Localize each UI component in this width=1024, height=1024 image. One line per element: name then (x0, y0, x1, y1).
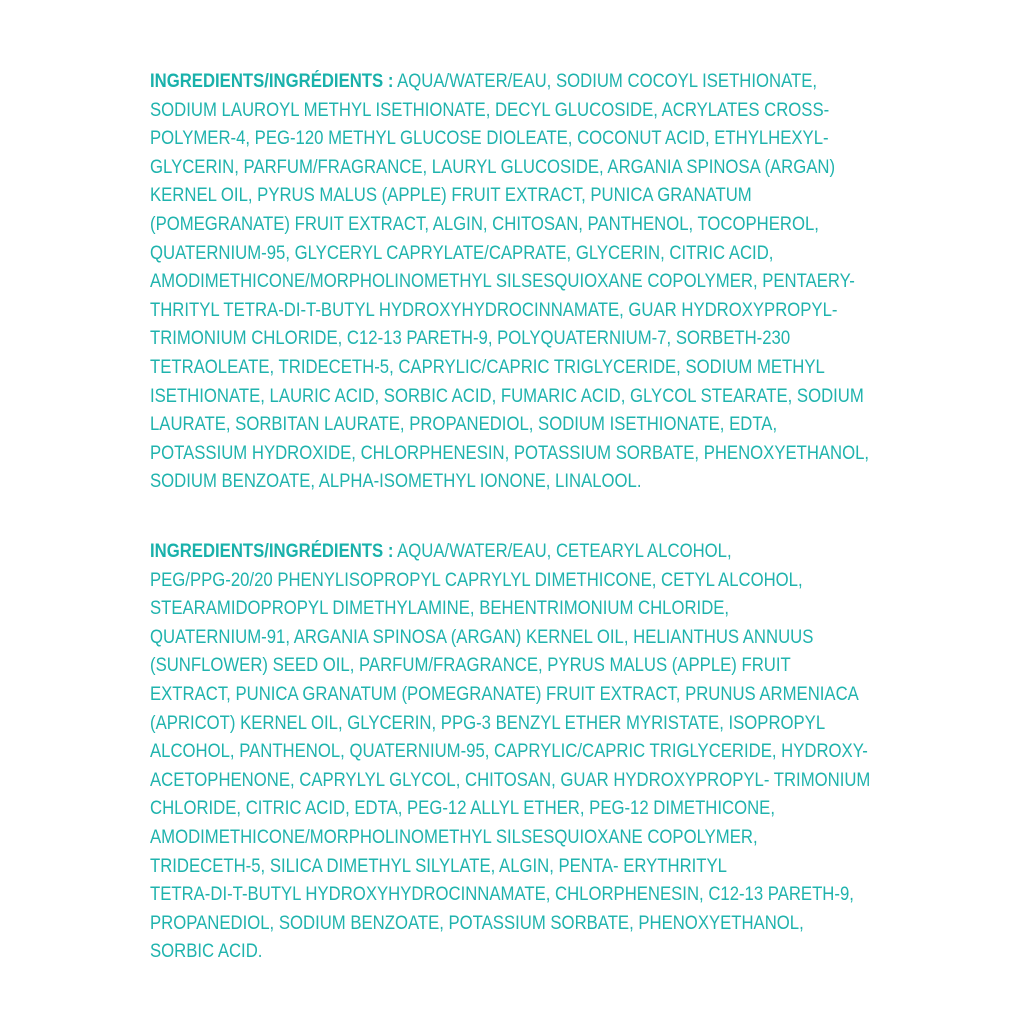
ingredients-line: ACETOPHENONE, CAPRYLYL GLYCOL, CHITOSAN, GUAR HYDROXYPROPYL- TRIMONIUM (150, 769, 871, 791)
ingredients-line: SODIUM LAUROYL METHYL ISETHIONATE, DECYL GLUCOSIDE, ACRYLATES CROSS- (150, 99, 830, 121)
ingredients-line: THRITYL TETRA-DI-T-BUTYL HYDROXYHYDROCINNAMATE, GUAR HYDROXYPROPYL- (150, 299, 838, 321)
ingredients-line (150, 538, 806, 567)
ingredients-line: POLYMER-4, PEG-120 METHYL GLUCOSE DIOLEATE, COCONUT ACID, ETHYLHEXYL- (150, 128, 829, 150)
ingredients-line: PEG/PPG-20/20 PHENYLISOPROPYL CAPRYLYL DIMETHICONE, CETYL ALCOHOL, (150, 569, 803, 591)
ingredients-label: INGREDIENTS/INGRÉDIENTS : (150, 71, 394, 92)
ingredients-line: (APRICOT) KERNEL OIL, GLYCERIN, PPG-3 BENZYL ETHER MYRISTATE, ISOPROPYL (150, 712, 826, 734)
ingredients-line: (SUNFLOWER) SEED OIL, PARFUM/FRAGRANCE, PYRUS MALUS (APPLE) FRUIT (150, 655, 791, 677)
ingredients-line: CHLORIDE, CITRIC ACID, EDTA, PEG-12 ALLYL ETHER, PEG-12 DIMETHICONE, (150, 798, 775, 820)
ingredients-block-2 (150, 538, 895, 967)
ingredients-line: AMODIMETHICONE/MORPHOLINOMETHYL SILSESQUIOXANE COPOLYMER, (150, 826, 758, 848)
ingredients-line: SODIUM BENZOATE, ALPHA-ISOMETHYL IONONE, LINALOOL. (150, 471, 642, 493)
ingredients-line (150, 68, 818, 97)
ingredients-line: ISETHIONATE, LAURIC ACID, SORBIC ACID, FUMARIC ACID, GLYCOL STEARATE, SODIUM (150, 385, 864, 407)
ingredients-line: KERNEL OIL, PYRUS MALUS (APPLE) FRUIT EXTRACT, PUNICA GRANATUM (150, 185, 752, 207)
ingredients-line: (POMEGRANATE) FRUIT EXTRACT, ALGIN, CHITOSAN, PANTHENOL, TOCOPHEROL, (150, 213, 819, 235)
ingredients-line: EXTRACT, PUNICA GRANATUM (POMEGRANATE) FRUIT EXTRACT, PRUNUS ARMENIACA (150, 683, 859, 705)
ingredients-line: QUATERNIUM-91, ARGANIA SPINOSA (ARGAN) KERNEL OIL, HELIANTHUS ANNUUS (150, 626, 814, 648)
ingredients-block-1 (150, 68, 895, 497)
ingredients-line: AMODIMETHICONE/MORPHOLINOMETHYL SILSESQUIOXANE COPOLYMER, PENTAERY- (150, 271, 855, 293)
ingredients-line: TRIDECETH-5, SILICA DIMETHYL SILYLATE, ALGIN, PENTA- ERYTHRITYL (150, 855, 727, 877)
ingredients-line: TRIMONIUM CHLORIDE, C12-13 PARETH-9, POLYQUATERNIUM-7, SORBETH-230 (150, 328, 791, 350)
ingredients-line: TETRA-DI-T-BUTYL HYDROXYHYDROCINNAMATE, CHLORPHENESIN, C12-13 PARETH-9, (150, 884, 854, 906)
ingredients-line: POTASSIUM HYDROXIDE, CHLORPHENESIN, POTASSIUM SORBATE, PHENOXYETHANOL, (150, 442, 870, 464)
ingredients-line: SORBIC ACID. (150, 941, 263, 963)
ingredients-text: AQUA/WATER/EAU, SODIUM COCOYL ISETHIONATE, (393, 71, 818, 92)
ingredients-line: PROPANEDIOL, SODIUM BENZOATE, POTASSIUM SORBATE, PHENOXYETHANOL, (150, 912, 804, 934)
ingredients-line: QUATERNIUM-95, GLYCERYL CAPRYLATE/CAPRATE, GLYCERIN, CITRIC ACID, (150, 242, 774, 264)
ingredients-line: GLYCERIN, PARFUM/FRAGRANCE, LAURYL GLUCOSIDE, ARGANIA SPINOSA (ARGAN) (150, 156, 836, 178)
ingredients-line: ALCOHOL, PANTHENOL, QUATERNIUM-95, CAPRYLIC/CAPRIC TRIGLYCERIDE, HYDROXY- (150, 741, 868, 763)
ingredients-text: AQUA/WATER/EAU, CETEARYL ALCOHOL, (393, 541, 732, 562)
ingredients-line: STEARAMIDOPROPYL DIMETHYLAMINE, BEHENTRIMONIUM CHLORIDE, (150, 598, 730, 620)
ingredients-line: TETRAOLEATE, TRIDECETH-5, CAPRYLIC/CAPRIC TRIGLYCERIDE, SODIUM METHYL (150, 356, 825, 378)
ingredients-label: INGREDIENTS/INGRÉDIENTS : (150, 541, 394, 562)
ingredients-line: LAURATE, SORBITAN LAURATE, PROPANEDIOL, SODIUM ISETHIONATE, EDTA, (150, 414, 778, 436)
